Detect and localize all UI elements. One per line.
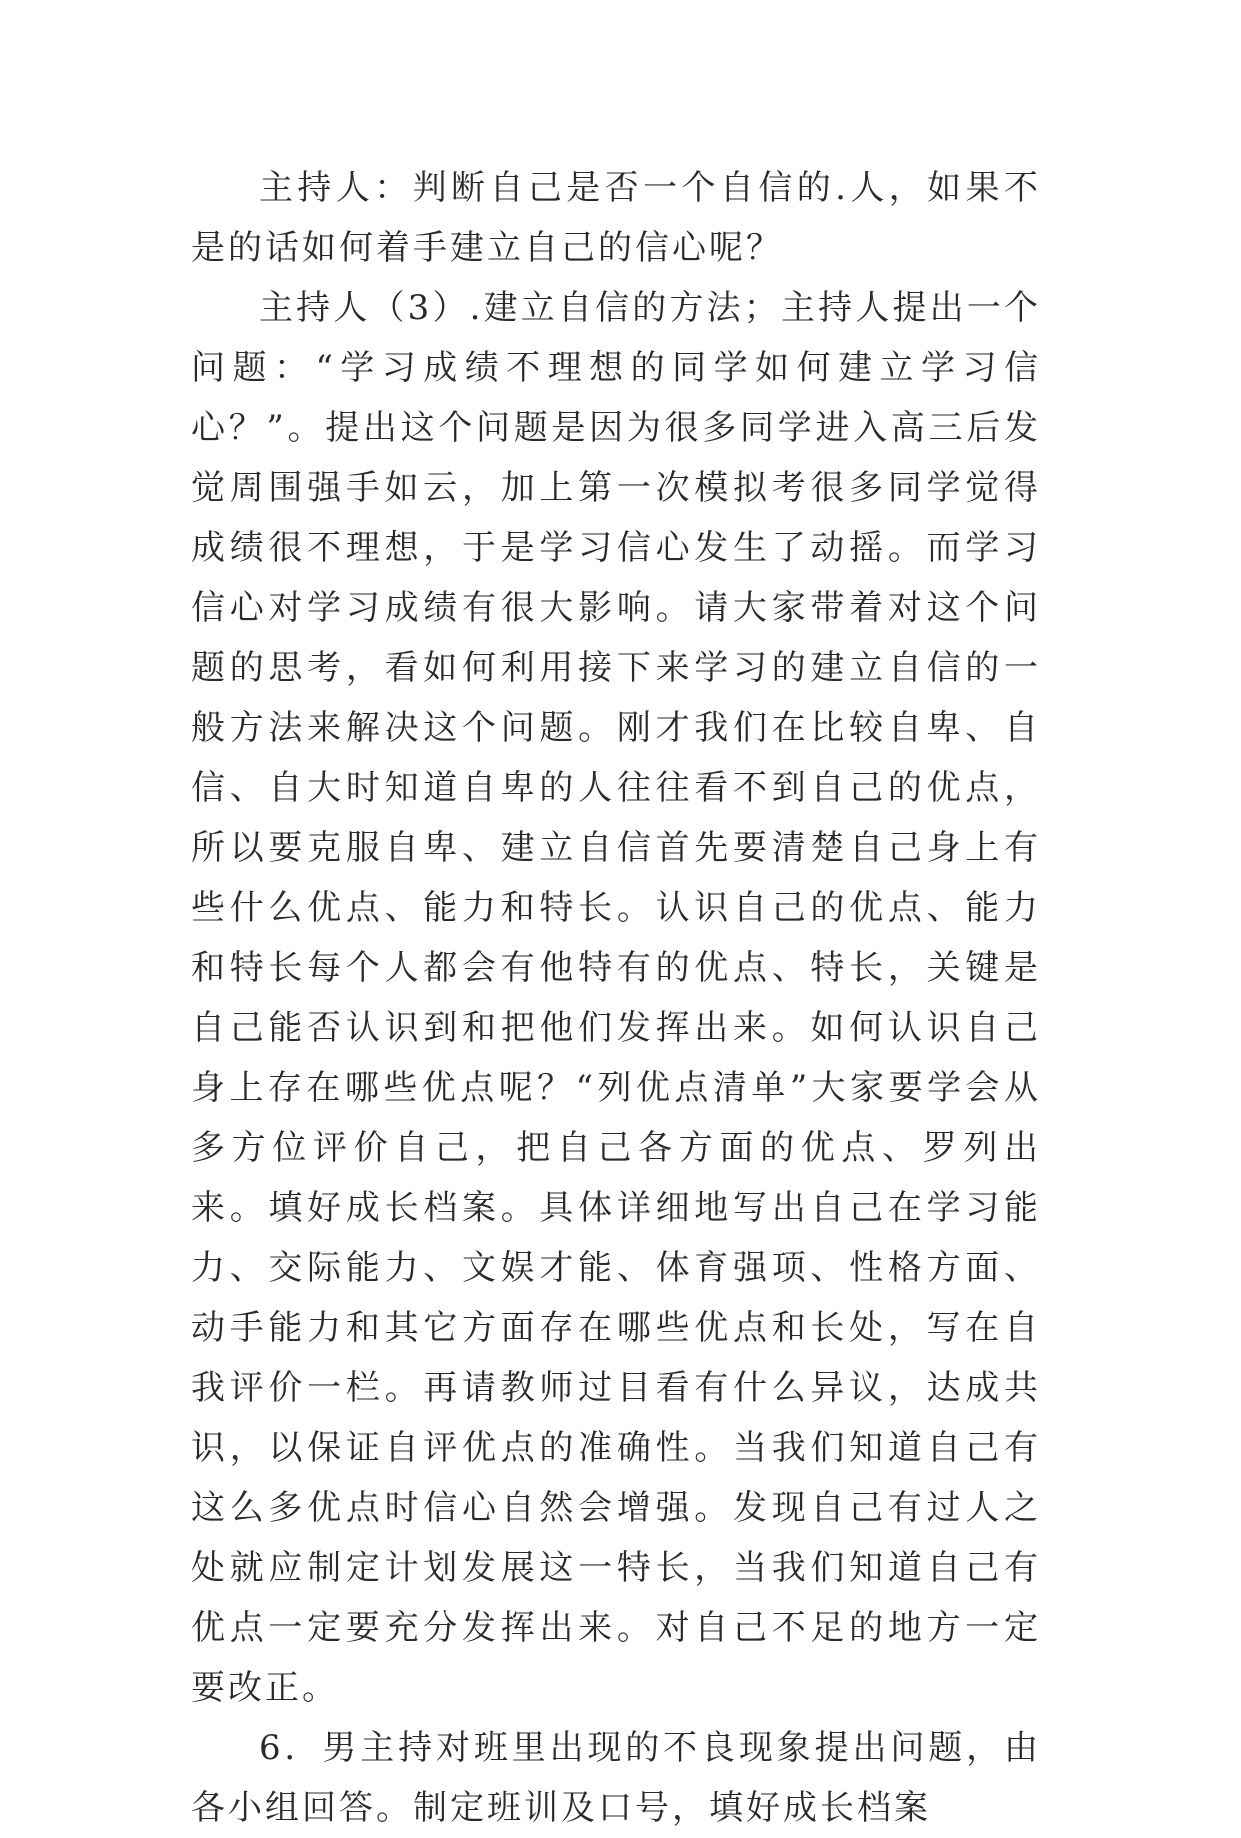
paragraph-class-motto: 6．男主持对班里出现的不良现象提出问题，由各小组回答。制定班训及口号，填好成长档案 xyxy=(191,1728,1041,1828)
document-body xyxy=(191,158,1041,1838)
paragraph-host-question: 主持人：判断自己是否一个自信的.人，如果不是的话如何着手建立自己的信心呢？ xyxy=(191,168,1041,268)
paragraph-build-confidence-methods: 主持人（3）.建立自信的方法；主持人提出一个问题：“学习成绩不理想的同学如何建立学习信心？”。提出这个问题是因为很多同学进入高三后发觉周围强手如云，加上第一次模拟考很多同学觉得成绩很不理想，于是学习信心发生了动摇。而学习信心对学习成绩有很大影响。请大家带着对这个问题的思考，看如何利用接下来学习的建立自信的一般方法来解决这个问题。刚才我们在比较自卑、自信、自大时知道自卑的人往往看不到自己的优点，所以要克服自卑、建立自信首先要清楚自己身上有些什么优点、能力和特长。认识自己的优点、能力和特长每个人都会有他特有的优点、特长，关键是自己能否认识到和把他们发挥出来。如何认识自己身上存在哪些优点呢？“列优点清单”大家要学会从多方位评价自己，把自己各方面的优点、罗列出来。填好成长档案。具体详细地写出自己在学习能力、交际能力、文娱才能、体育强项、性格方面、动手能力和其它方面存在哪些优点和长处，写在自我评价一栏。再请教师过目看有什么异议，达成共识，以保证自评优点的准确性。当我们知道自己有这么多优点时信心自然会增强。发现自己有过人之处就应制定计划发展这一特长，当我们知道自己有优点一定要充分发挥出来。对自己不足的地方一定要改正。 xyxy=(191,288,1041,1708)
